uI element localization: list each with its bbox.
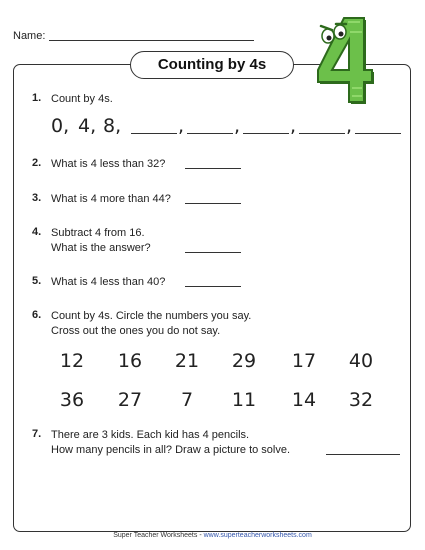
question-7-line-2: How many pencils in all? Draw a picture to solve.	[51, 444, 291, 456]
question-7-line-1: There are 3 kids. Each kid has 4 pencils.	[51, 429, 250, 441]
question-6-line-2: Cross out the ones you do not say.	[51, 325, 221, 337]
sequence-blank[interactable]	[187, 133, 233, 134]
question-number-1: 1.	[32, 92, 42, 104]
name-field[interactable]	[49, 40, 254, 41]
question-4-line-1: Subtract 4 from 16.	[51, 227, 145, 239]
sequence-value: 8,	[103, 115, 122, 137]
question-1-text: Count by 4s.	[51, 93, 113, 105]
circle-choice-number[interactable]: 40	[348, 350, 374, 372]
sequence-value: 0,	[51, 115, 70, 137]
answer-blank-7[interactable]	[326, 454, 400, 455]
circle-choice-number[interactable]: 14	[291, 389, 317, 411]
answer-blank-3[interactable]	[185, 203, 241, 204]
footer-link[interactable]: www.superteacherworksheets.com	[203, 532, 312, 539]
circle-choice-number[interactable]: 29	[231, 350, 257, 372]
sequence-blank[interactable]	[131, 133, 177, 134]
question-4-line-2: What is the answer?	[51, 242, 151, 254]
circle-choice-number[interactable]: 17	[291, 350, 317, 372]
circle-choice-number[interactable]: 21	[174, 350, 200, 372]
sequence-value: 4,	[78, 115, 97, 137]
footer	[0, 532, 425, 539]
sequence-blank[interactable]	[299, 133, 345, 134]
name-label: Name:	[13, 30, 46, 42]
answer-blank-5[interactable]	[185, 286, 241, 287]
circle-choice-number[interactable]: 11	[231, 389, 257, 411]
circle-choice-number[interactable]: 27	[117, 389, 143, 411]
number-four-mascot-icon	[304, 12, 374, 108]
circle-choice-number[interactable]: 7	[180, 389, 194, 411]
sequence-comma: ,	[290, 115, 297, 137]
question-2-text: What is 4 less than 32?	[51, 158, 166, 170]
question-number-4: 4.	[32, 226, 42, 238]
footer-site-name: Super Teacher Worksheets	[113, 532, 198, 539]
sequence-comma: ,	[234, 115, 241, 137]
question-3-text: What is 4 more than 44?	[51, 193, 171, 205]
sequence-blank[interactable]	[355, 133, 401, 134]
question-number-6: 6.	[32, 309, 42, 321]
question-number-5: 5.	[32, 275, 42, 287]
circle-choice-number[interactable]: 32	[348, 389, 374, 411]
question-6-line-1: Count by 4s. Circle the numbers you say.	[51, 310, 252, 322]
answer-blank-4[interactable]	[185, 252, 241, 253]
circle-choice-number[interactable]: 12	[59, 350, 85, 372]
sequence-comma: ,	[346, 115, 353, 137]
worksheet-title: Counting by 4s	[130, 51, 294, 79]
question-number-3: 3.	[32, 192, 42, 204]
answer-blank-2[interactable]	[185, 168, 241, 169]
circle-choice-number[interactable]: 36	[59, 389, 85, 411]
question-number-7: 7.	[32, 428, 42, 440]
footer-separator: -	[197, 532, 204, 539]
question-number-2: 2.	[32, 157, 42, 169]
sequence-blank[interactable]	[243, 133, 289, 134]
sequence-comma: ,	[178, 115, 185, 137]
question-5-text: What is 4 less than 40?	[51, 276, 166, 288]
circle-choice-number[interactable]: 16	[117, 350, 143, 372]
